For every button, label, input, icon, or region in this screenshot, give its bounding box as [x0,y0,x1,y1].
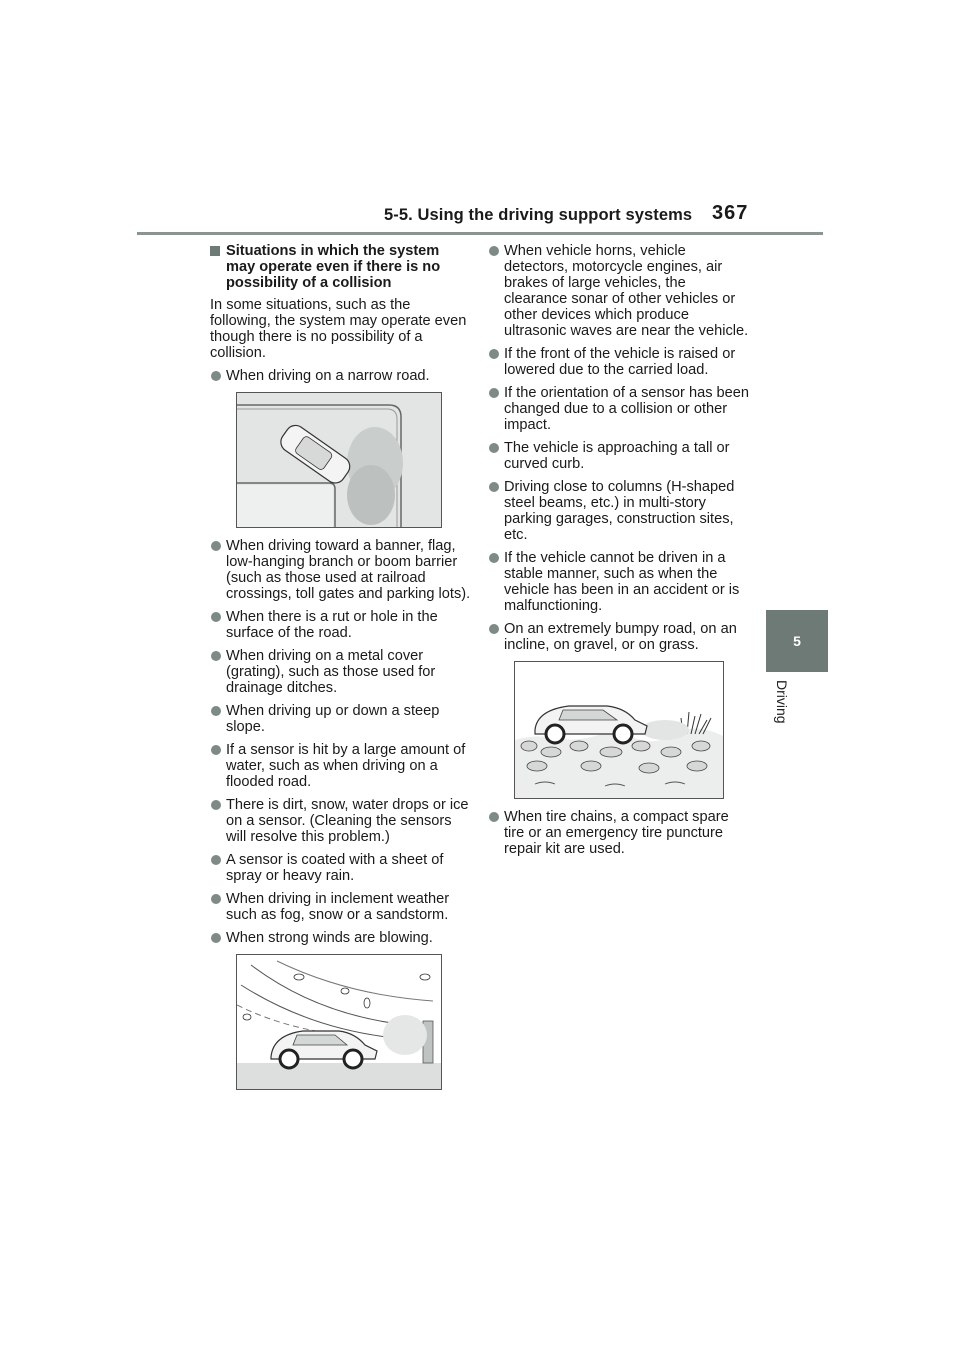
list-item: On an extremely bumpy road, on an incline, on gravel, or on grass. [488,621,750,653]
bullet-dot-icon [211,894,221,904]
narrow-road-illustration [236,392,442,528]
bumpy-road-illustration [514,661,724,799]
list-item: When driving toward a banner, flag, low-hanging branch or boom barrier (such as those used at railroad crossings, toll gates and parking lots). [210,538,472,602]
page-header [0,0,960,240]
list-item: If the vehicle cannot be driven in a stable manner, such as when the vehicle has been in an accident or is malfunctioning. [488,550,750,614]
left-column [210,243,472,1100]
bullet-dot-icon [489,553,499,563]
square-bullet-icon [210,246,220,256]
list-item: When there is a rut or hole in the surface of the road. [210,609,472,641]
bullet-dot-icon [211,612,221,622]
list-item: If the orientation of a sensor has been changed due to a collision or other impact. [488,385,750,433]
bullet-dot-icon [211,745,221,755]
section-title: 5-5. Using the driving support systems [384,206,693,224]
bullet-dot-icon [211,933,221,943]
section-heading [210,243,472,291]
list-item: Driving close to columns (H-shaped steel beams, etc.) in multi-story parking garages, construction sites, etc. [488,479,750,543]
strong-wind-illustration [236,954,442,1090]
bullet-dot-icon [489,349,499,359]
chapter-tab[interactable]: 5 [766,610,828,672]
list-item: When driving up or down a steep slope. [210,703,472,735]
list-item: The vehicle is approaching a tall or curved curb. [488,440,750,472]
list-item: When driving in inclement weather such as fog, snow or a sandstorm. [210,891,472,923]
bullet-dot-icon [211,541,221,551]
bullet-dot-icon [489,482,499,492]
bullet-dot-icon [211,371,221,381]
list-item: When strong winds are blowing. [210,930,472,946]
bullet-dot-icon [489,246,499,256]
list-item: If a sensor is hit by a large amount of water, such as when driving on a flooded road. [210,742,472,790]
bullet-dot-icon [211,855,221,865]
list-item: When driving on a metal cover (grating), such as those used for drainage ditches. [210,648,472,696]
page-number: 367 [712,202,749,224]
section-intro: In some situations, such as the following, the system may operate even though there is no possibility of a collision. [210,297,467,361]
list-item: If the front of the vehicle is raised or lowered due to the carried load. [488,346,750,378]
list-item: When driving on a narrow road. [210,368,472,384]
bullet-dot-icon [211,706,221,716]
bullet-dot-icon [489,388,499,398]
bullet-dot-icon [489,812,499,822]
bullet-dot-icon [489,624,499,634]
header-rule [137,232,823,235]
list-item: When vehicle horns, vehicle detectors, motorcycle engines, air brakes of large vehicles, the clearance sonar of other vehicles or other devices which produce ultrasonic waves are near the vehicle. [488,243,750,339]
bullet-dot-icon [489,443,499,453]
bullet-dot-icon [211,651,221,661]
list-item: There is dirt, snow, water drops or ice on a sensor. (Cleaning the sensors will resolve this problem.) [210,797,472,845]
list-item: A sensor is coated with a sheet of spray or heavy rain. [210,852,472,884]
section-heading-text: Situations in which the system may operate even if there is no possibility of a collision [226,243,441,291]
list-item: When tire chains, a compact spare tire or an emergency tire puncture repair kit are used. [488,809,750,857]
chapter-label: Driving [774,680,790,724]
bullet-dot-icon [211,800,221,810]
right-column [488,243,750,864]
